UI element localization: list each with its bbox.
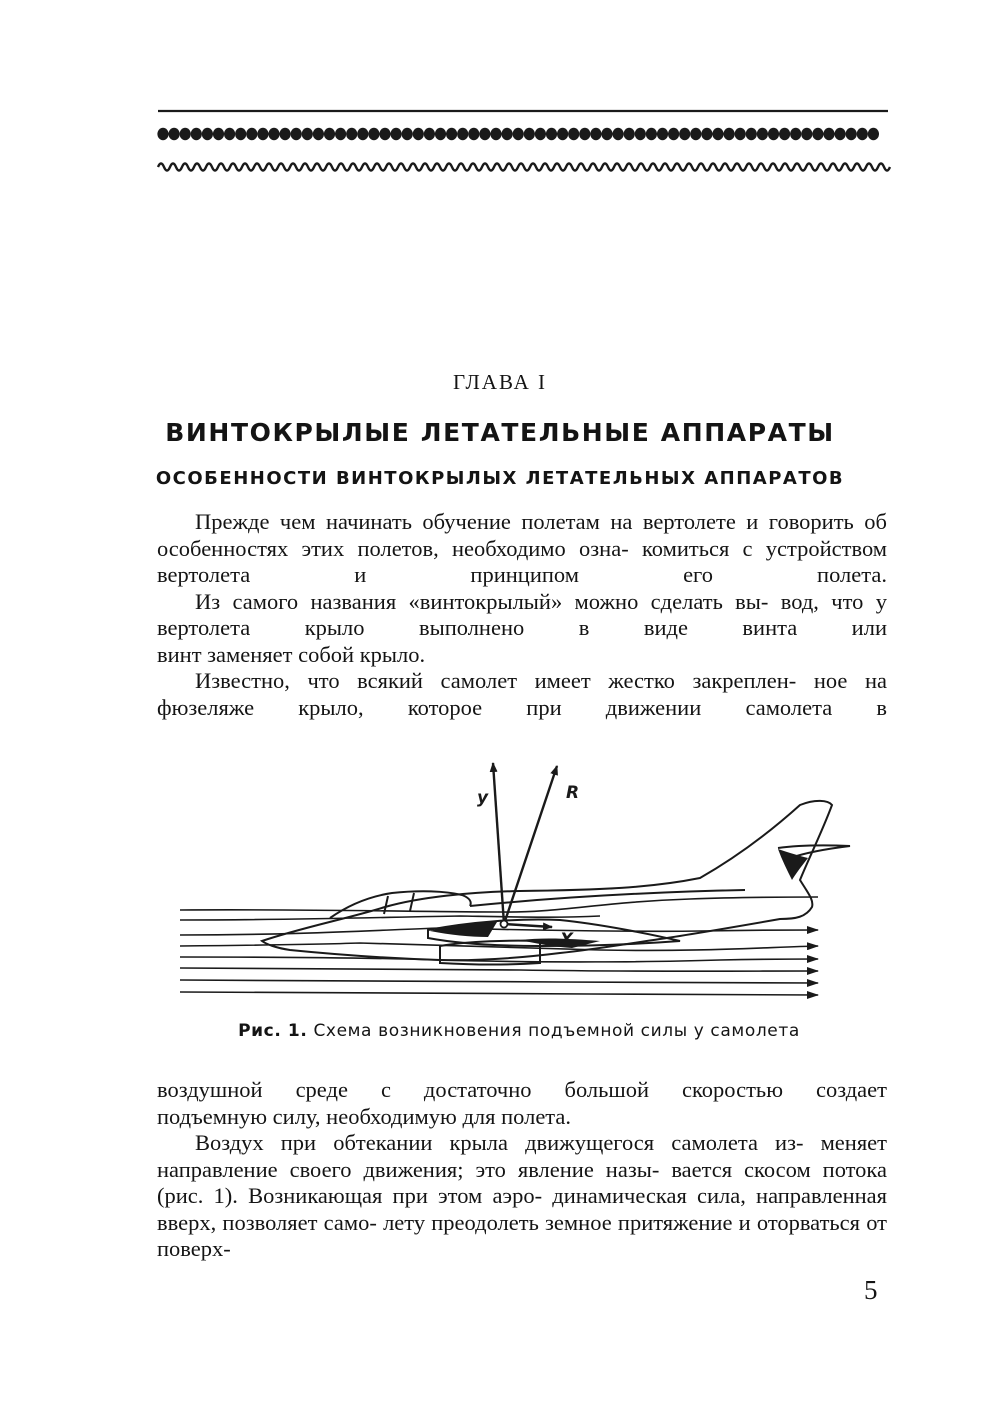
resultant-label: R (566, 783, 580, 803)
body-text-bottom (157, 1077, 887, 1263)
text-line: Прежде чем начинать обучение полетам на вертолете и (195, 509, 759, 534)
streamline (180, 897, 818, 912)
text-line: вод, что у вертолета крыло выполнено в виде винта или (157, 588, 887, 640)
chapter-title: ВИНТОКРЫЛЫЕ ЛЕТАТЕЛЬНЫЕ АППАРАТЫ (165, 418, 835, 447)
page-number: 5 (864, 1275, 878, 1305)
text-line: ное на фюзеляже крыло, которое при движении самолета в (157, 668, 887, 720)
drag-vector (504, 924, 552, 927)
text-line: вается скосом потока (рис. 1). Возникающая при этом аэро- (157, 1156, 888, 1208)
lift-label: y (477, 788, 489, 808)
paragraph-continued (157, 1077, 887, 1104)
text-line: Известно, что всякий самолет имеет жестко закреплен- (195, 668, 797, 693)
streamline (180, 968, 818, 971)
figure-caption (0, 1021, 1000, 1041)
streamline (180, 992, 818, 995)
text-line: комиться с устройством вертолета и принципом его полета. (157, 535, 887, 587)
lift-vector (493, 763, 504, 924)
text-line: винт заменяет собой крыло. (157, 641, 426, 667)
text-line: динамическая сила, направленная вверх, позволяет само- (157, 1183, 888, 1235)
drag-label: X (560, 930, 574, 950)
paragraph-end-line (157, 1104, 887, 1131)
fuselage-outline (262, 801, 832, 960)
figure-caption-prefix: Рис. 1. (238, 1021, 308, 1041)
chapter-label: ГЛАВА I (452, 370, 548, 394)
wing-shade (430, 922, 497, 937)
section-title: ОСОБЕННОСТИ ВИНТОКРЫЛЫХ ЛЕТАТЕЛЬНЫХ АППАРАТОВ (155, 468, 845, 489)
streamline (180, 980, 818, 983)
figure-caption-text: Схема возникновения подъемной силы у самолета (313, 1021, 800, 1041)
force-vectors (493, 763, 557, 927)
text-line: говорить об особенностях этих полетов, необходимо озна- (157, 509, 887, 561)
text-line: Из самого названия «винтокрылый» можно сделать вы- (195, 588, 769, 614)
paragraph (157, 1130, 887, 1263)
text-line: подъемную силу, необходимую для полета. (157, 1103, 572, 1129)
wing-shading (430, 849, 808, 948)
text-line: меняет направление своего движения; это явление назы- (157, 1130, 887, 1182)
text-line: воздушной среде с достаточно большой скоростью создает (157, 1077, 887, 1102)
text-line: лету преодолеть земное притяжение и оторваться от поверх- (157, 1209, 887, 1261)
force-origin (501, 921, 508, 928)
text-line: Воздух при обтекании крыла движущегося самолета из- (195, 1130, 804, 1155)
